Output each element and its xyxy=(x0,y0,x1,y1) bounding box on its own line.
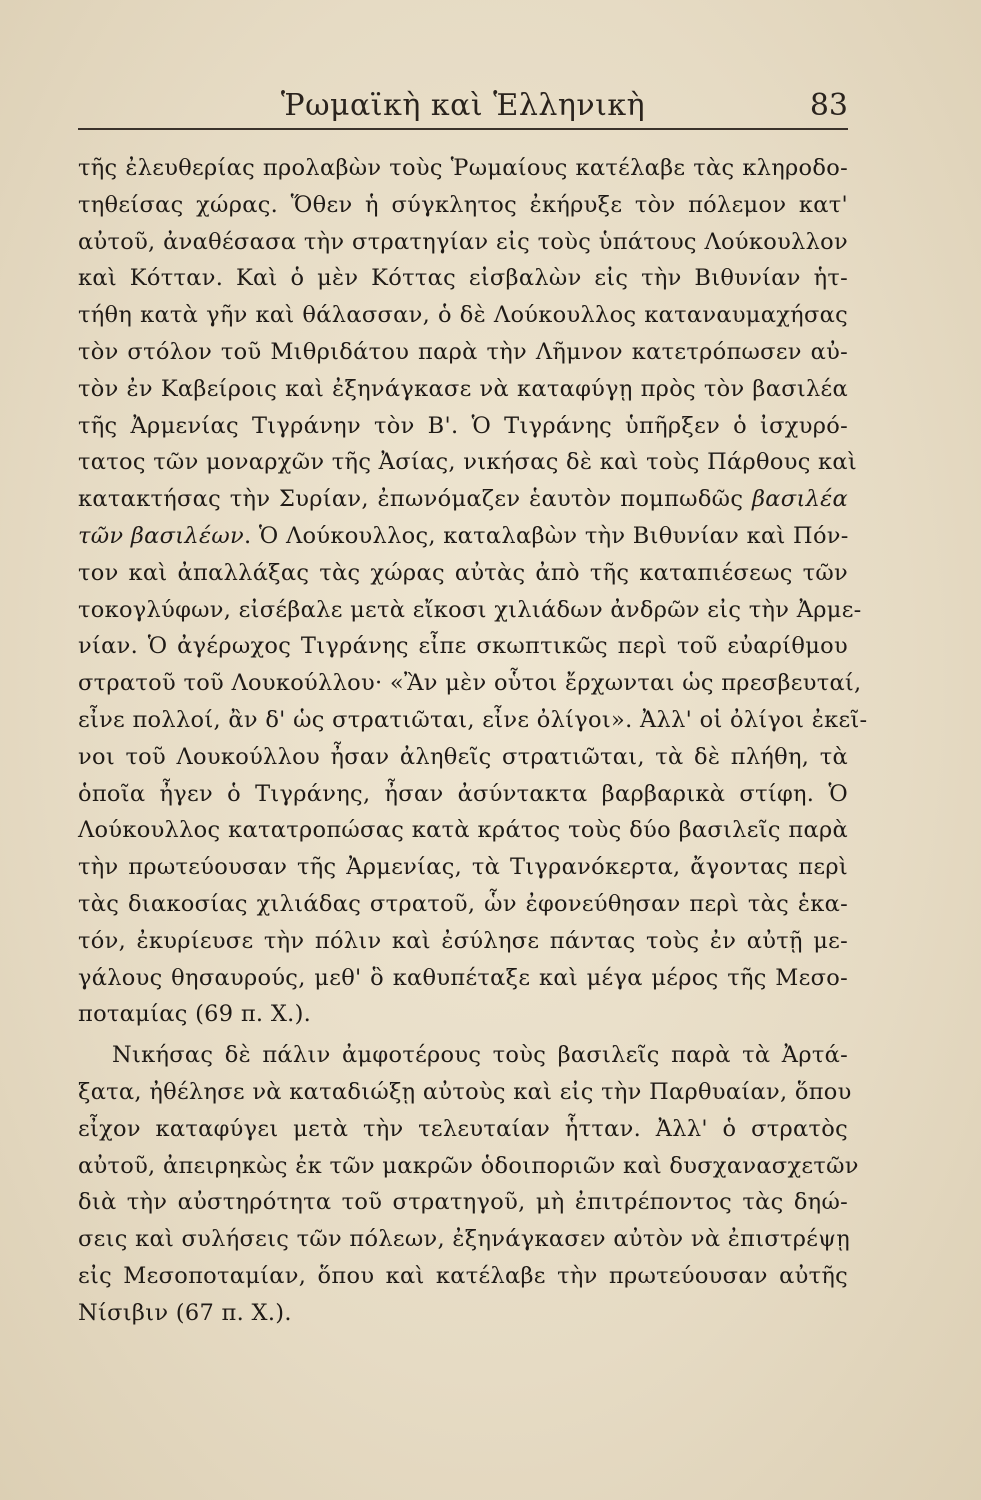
text-line: τὸν ἐν Καβείροις καὶ ἐξηνάγκασε νὰ καταφύγῃ πρὸς τὸν βασιλέα xyxy=(78,375,848,402)
text-line: εἰς Μεσοποταμίαν, ὅπου καὶ κατέλαβε τὴν πρωτεύουσαν αὐτῆς xyxy=(78,1262,848,1289)
text-segment: κατακτήσας τὴν Συρίαν, ἐπωνόμαζεν ἑαυτὸν πομπωδῶς xyxy=(78,486,744,513)
text-line: καὶ Κότταν. Καὶ ὁ μὲν Κόττας εἰσβαλὼν εἰς τὴν Βιθυνίαν ἡτ- xyxy=(78,265,848,292)
running-title: Ῥωμαϊκὴ καὶ Ἑλληνικὴ xyxy=(280,88,646,123)
text-line: σεις καὶ συλήσεις τῶν πόλεων, ἐξηνάγκασεν αὐτὸν νὰ ἐπιστρέψῃ xyxy=(78,1226,850,1253)
text-line xyxy=(78,481,848,518)
text-line: ποταμίας (69 π. Χ.). xyxy=(78,1001,312,1028)
text-line: τήθη κατὰ γῆν καὶ θάλασσαν, ὁ δὲ Λούκουλλος καταναυμαχήσας xyxy=(78,302,848,329)
body-text xyxy=(78,150,868,1332)
text-line: εἶνε πολλοί, ἂν δ' ὡς στρατιῶται, εἶνε ὀλίγοι». Ἀλλ' οἱ ὀλίγοι ἐκεῖ- xyxy=(78,706,868,733)
text-line: τηθείσας χώρας. Ὅθεν ἡ σύγκλητος ἐκήρυξε τὸν πόλεμον κατ' xyxy=(78,191,848,218)
italic-phrase: βασιλέα xyxy=(751,486,848,513)
text-line: τον καὶ ἀπαλλάξας τὰς χώρας αὐτὰς ἀπὸ τῆς καταπιέσεως τῶν xyxy=(78,559,848,586)
text-line: τῆς ἐλευθερίας προλαβὼν τοὺς Ῥωμαίους κατέλαβε τὰς κληροδο- xyxy=(78,155,848,181)
header-rule xyxy=(78,128,848,130)
text-line: τῆς Ἀρμενίας Τιγράνην τὸν Β'. Ὁ Τιγράνης ὑπῆρξεν ὁ ἰσχυρό- xyxy=(78,412,848,439)
running-head xyxy=(78,88,848,128)
text-line: εἶχον καταφύγει μετὰ τὴν τελευταίαν ἧτταν. Ἀλλ' ὁ στρατὸς xyxy=(78,1115,848,1142)
text-line: ξατα, ἠθέλησε νὰ καταδιώξῃ αὐτοὺς καὶ εἰς τὴν Παρθυαίαν, ὅπου xyxy=(78,1078,852,1105)
text-line: Νίσιβιν (67 π. Χ.). xyxy=(78,1299,292,1326)
text-line: τόν, ἐκυρίευσε τὴν πόλιν καὶ ἐσύλησε πάντας τοὺς ἐν αὐτῇ με- xyxy=(78,927,848,954)
page-number: 83 xyxy=(809,88,848,123)
text-line: τὸν στόλον τοῦ Μιθριδάτου παρὰ τὴν Λῆμνον κατετρόπωσεν αὐ- xyxy=(78,338,848,365)
text-line: αὐτοῦ, ἀναθέσασα τὴν στρατηγίαν εἰς τοὺς ὑπάτους Λούκουλλον xyxy=(78,228,848,255)
text-line: τὰς διακοσίας χιλιάδας στρατοῦ, ὧν ἐφονεύθησαν περὶ τὰς ἑκα- xyxy=(78,890,848,917)
text-line: γάλους θησαυρούς, μεθ' ὃ καθυπέταξε καὶ μέγα μέρος τῆς Μεσο- xyxy=(78,964,848,991)
text-line: νοι τοῦ Λουκούλλου ἦσαν ἀληθεῖς στρατιῶται, τὰ δὲ πλήθη, τὰ xyxy=(78,743,848,770)
text-line: τοκογλύφων, εἰσέβαλε μετὰ εἴκοσι χιλιάδων ἀνδρῶν εἰς τὴν Ἀρμε- xyxy=(78,596,862,623)
italic-phrase: τῶν βασιλέων xyxy=(78,522,244,549)
text-line: Λούκουλλος κατατροπώσας κατὰ κράτος τοὺς δύο βασιλεῖς παρὰ xyxy=(78,817,848,844)
text-line: διὰ τὴν αὐστηρότητα τοῦ στρατηγοῦ, μὴ ἐπιτρέποντος τὰς δηώ- xyxy=(78,1189,848,1216)
text-line: ὁποῖα ἦγεν ὁ Τιγράνης, ἦσαν ἀσύντακτα βαρβαρικὰ στίφη. Ὁ xyxy=(78,780,848,807)
text-line: τατος τῶν μοναρχῶν τῆς Ἀσίας, νικήσας δὲ καὶ τοὺς Πάρθους καὶ xyxy=(78,449,858,476)
text-line: Νικήσας δὲ πάλιν ἀμφοτέρους τοὺς βασιλεῖς παρὰ τὰ Ἀρτά- xyxy=(112,1042,848,1069)
text-line: αὐτοῦ, ἀπειρηκὼς ἐκ τῶν μακρῶν ὁδοιποριῶν καὶ δυσχανασχετῶν xyxy=(78,1152,859,1179)
text-line: τὴν πρωτεύουσαν τῆς Ἀρμενίας, τὰ Τιγρανόκερτα, ἄγοντας περὶ xyxy=(78,854,848,881)
text-line xyxy=(78,518,848,555)
text-line: στρατοῦ τοῦ Λουκούλλου· «Ἂν μὲν οὗτοι ἔρχωνται ὡς πρεσβευταί, xyxy=(78,670,862,697)
text-segment: . Ὁ Λούκουλλος, καταλαβὼν τὴν Βιθυνίαν καὶ Πόν- xyxy=(243,522,849,549)
text-line: νίαν. Ὁ ἀγέρωχος Τιγράνης εἶπε σκωπτικῶς περὶ τοῦ εὐαρίθμου xyxy=(78,633,848,660)
